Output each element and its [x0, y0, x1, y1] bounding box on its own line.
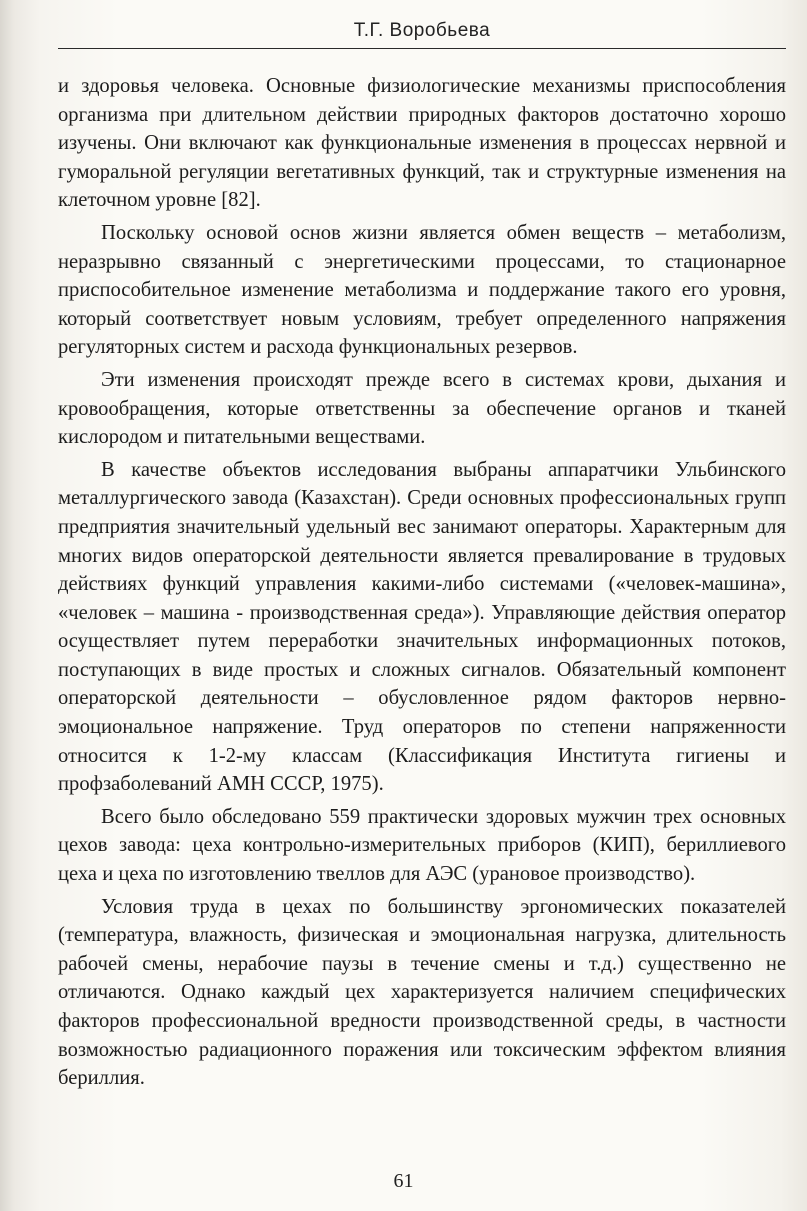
paragraph-1: и здоровья человека. Основные физиологические механизмы приспособления организма при длительном действии природных факторов достаточно хорошо изучены. Они включают как функциональные изменения в процессах нервной и гуморальной регуляции вегетативных функций, так и структурные изменения на клеточном уровне [82]. — [58, 75, 786, 212]
paragraph-2: Поскольку основой основ жизни является обмен веществ – метаболизм, неразрывно связанный с энергетическими процессами, то стационарное приспособительное изменение метаболизма и поддержание такого его уровня, который соответствует новым условиям, требует определенного напряжения регуляторных систем и расхода функциональных резервов. — [58, 221, 786, 359]
paragraph-4: В качестве объектов исследования выбраны аппаратчики Ульбинского металлургического завода (Казахстан). Среди основных профессиональных групп предприятия значительный удельный вес занимают операторы. Характерным для многих видов операторской деятельности является превалирование в трудовых действиях функций управления какими-либо системами («человек-машина», «человек – машина - производственная среда»). Управляющие действия оператор осуществляет путем переработки значительных информационных потоков, поступающих в виде простых и сложных сигналов. Обязательный компонент операторской деятельности – обусловленное рядом факторов нервно-эмоциональное напряжение. Труд операторов по степени напряженности относится к 1-2-му классам (Классификация Института гигиены и профзаболеваний АМН СССР, 1975). — [58, 458, 786, 796]
running-title: Т.Г. Воробьева — [353, 20, 491, 41]
paragraph-6: Условия труда в цехах по большинству эргономических показателей (температура, влажность, физическая и эмоциональная нагрузка, длительность рабочей смены, нерабочие паузы в течение смены и т.д.) существенно не отличаются. Однако каждый цех характеризуется наличием специфических факторов профессиональной вредности производственной среды, в частности возможностью радиационного поражения или токсическим эффектом влияния бериллия. — [58, 895, 786, 1090]
page-number: 61 — [393, 1170, 414, 1192]
running-header — [58, 14, 786, 49]
paragraph-3: Эти изменения происходят прежде всего в системах крови, дыхания и кровообращения, которые ответственны за обеспечение органов и тканей кислородом и питательными веществами. — [58, 368, 786, 449]
body-text — [58, 72, 786, 1097]
paragraph-5: Всего было обследовано 559 практически здоровых мужчин трех основных цехов завода: цеха контрольно-измерительных приборов (КИП), бериллиевого цеха и цеха по изготовлению твеллов для АЭС (урановое производство). — [58, 805, 786, 886]
